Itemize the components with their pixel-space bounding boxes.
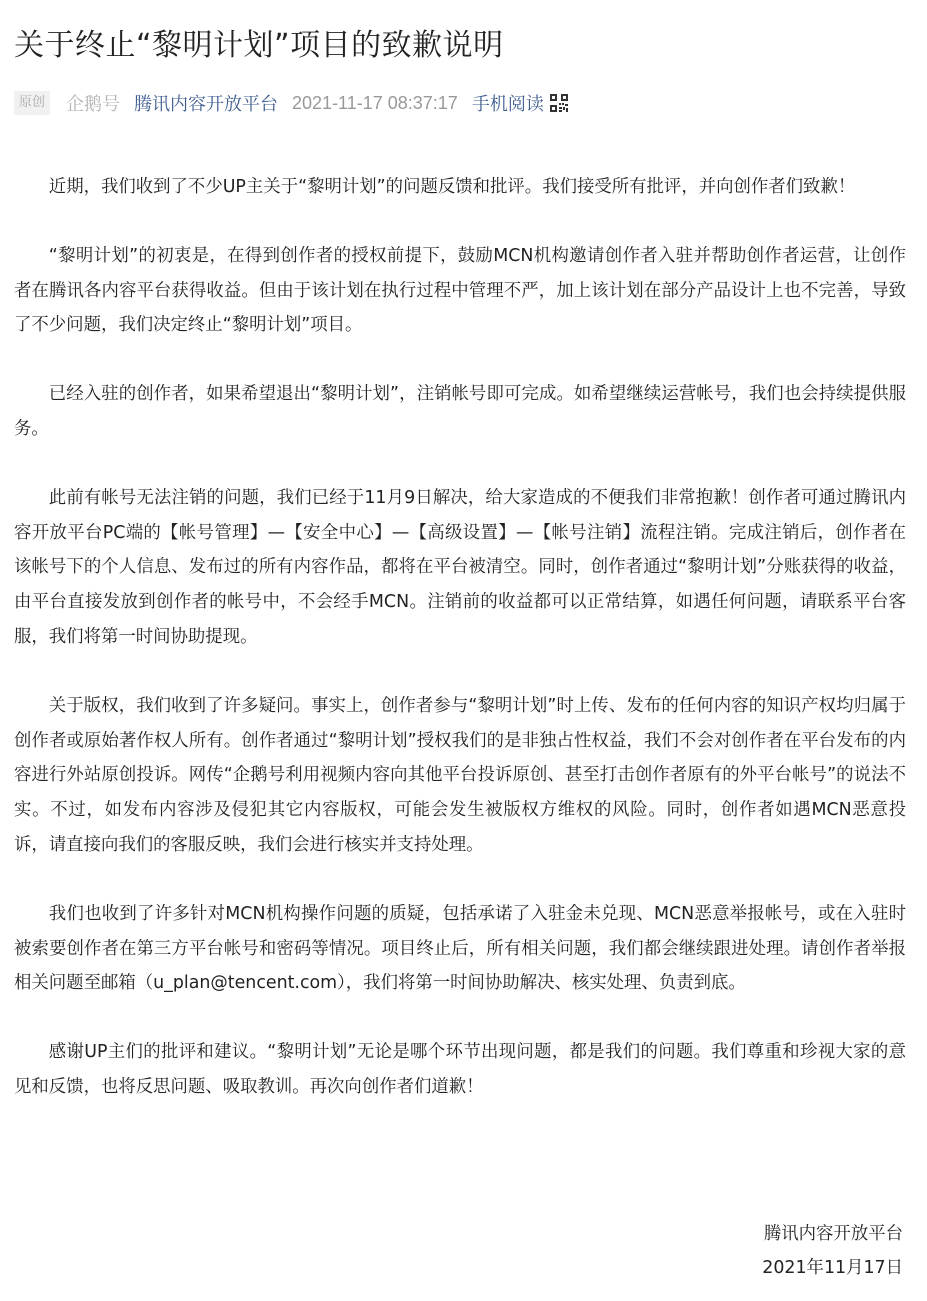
- signature-date: 2021年11月17日: [762, 1258, 903, 1278]
- signature-org: 腾讯内容开放平台: [763, 1224, 903, 1244]
- paragraph: 我们也收到了许多针对MCN机构操作问题的质疑，包括承诺了入驻金未兑现、MCN恶意举报帐号，或在入驻时被索要创作者在第三方平台帐号和密码等情况。项目终止后，所有相关问题，我们都会继续跟进处理。请创作者举报相关问题至邮箱（u_plan@tencent.com），我们将第一时间协助解决、核实处理、负责到底。: [14, 903, 906, 994]
- article-title: 关于终止“黎明计划”项目的致歉说明: [14, 28, 504, 63]
- mobile-read-link[interactable]: 手机阅读: [471, 94, 544, 115]
- signature-block: [762, 1217, 903, 1285]
- qr-code-icon[interactable]: [550, 94, 568, 112]
- paragraph: 关于版权，我们收到了许多疑问。事实上，创作者参与“黎明计划”时上传、发布的任何内容的知识产权均归属于创作者或原始著作权人所有。创作者通过“黎明计划”授权我们的是非独占性权益，我们不会对创作者在平台发布的内容进行外站原创投诉。网传“企鹅号利用视频内容向其他平台投诉原创、甚至打击创作者原有的外平台帐号”的说法不实。不过，如发布内容涉及侵犯其它内容版权，可能会发生被版权方维权的风险。同时，创作者如遇MCN恶意投诉，请直接向我们的客服反映，我们会进行核实并支持处理。: [14, 695, 906, 855]
- article-meta: [14, 88, 904, 118]
- paragraph: “黎明计划”的初衷是，在得到创作者的授权前提下，鼓励MCN机构邀请创作者入驻并帮助创作者运营，让创作者在腾讯各内容平台获得收益。但由于该计划在执行过程中管理不严，加上该计划在部分产品设计上也不完善，导致了不少问题，我们决定终止“黎明计划”项目。: [14, 245, 906, 336]
- source-label: 企鹅号: [66, 94, 121, 115]
- paragraph: 此前有帐号无法注销的问题，我们已经于11月9日解决，给大家造成的不便我们非常抱歉！创作者可通过腾讯内容开放平台PC端的【帐号管理】—【安全中心】—【高级设置】—【帐号注销】流程注销。完成注销后，创作者在该帐号下的个人信息、发布过的所有内容作品，都将在平台被清空。同时，创作者通过“黎明计划”分账获得的收益，由平台直接发放到创作者的帐号中，不会经手MCN。注销前的收益都可以正常结算，如遇任何问题，请联系平台客服，我们将第一时间协助提现。: [14, 487, 906, 647]
- author-link[interactable]: 腾讯内容开放平台: [134, 94, 279, 115]
- paragraph: 已经入驻的创作者，如果希望退出“黎明计划”，注销帐号即可完成。如希望继续运营帐号，我们也会持续提供服务。: [14, 384, 906, 439]
- paragraph: 感谢UP主们的批评和建议。“黎明计划”无论是哪个环节出现问题，都是我们的问题。我们尊重和珍视大家的意见和反馈，也将反思问题、吸取教训。再次向创作者们道歉！: [14, 1042, 906, 1097]
- publish-datetime: 2021-11-17 08:37:17: [292, 92, 458, 113]
- paragraph: 近期，我们收到了不少UP主关于“黎明计划”的问题反馈和批评。我们接受所有批评，并向创作者们致歉！: [48, 177, 856, 197]
- article-body: [14, 170, 906, 1139]
- original-badge: 原创: [14, 91, 50, 115]
- article-header: [14, 24, 904, 118]
